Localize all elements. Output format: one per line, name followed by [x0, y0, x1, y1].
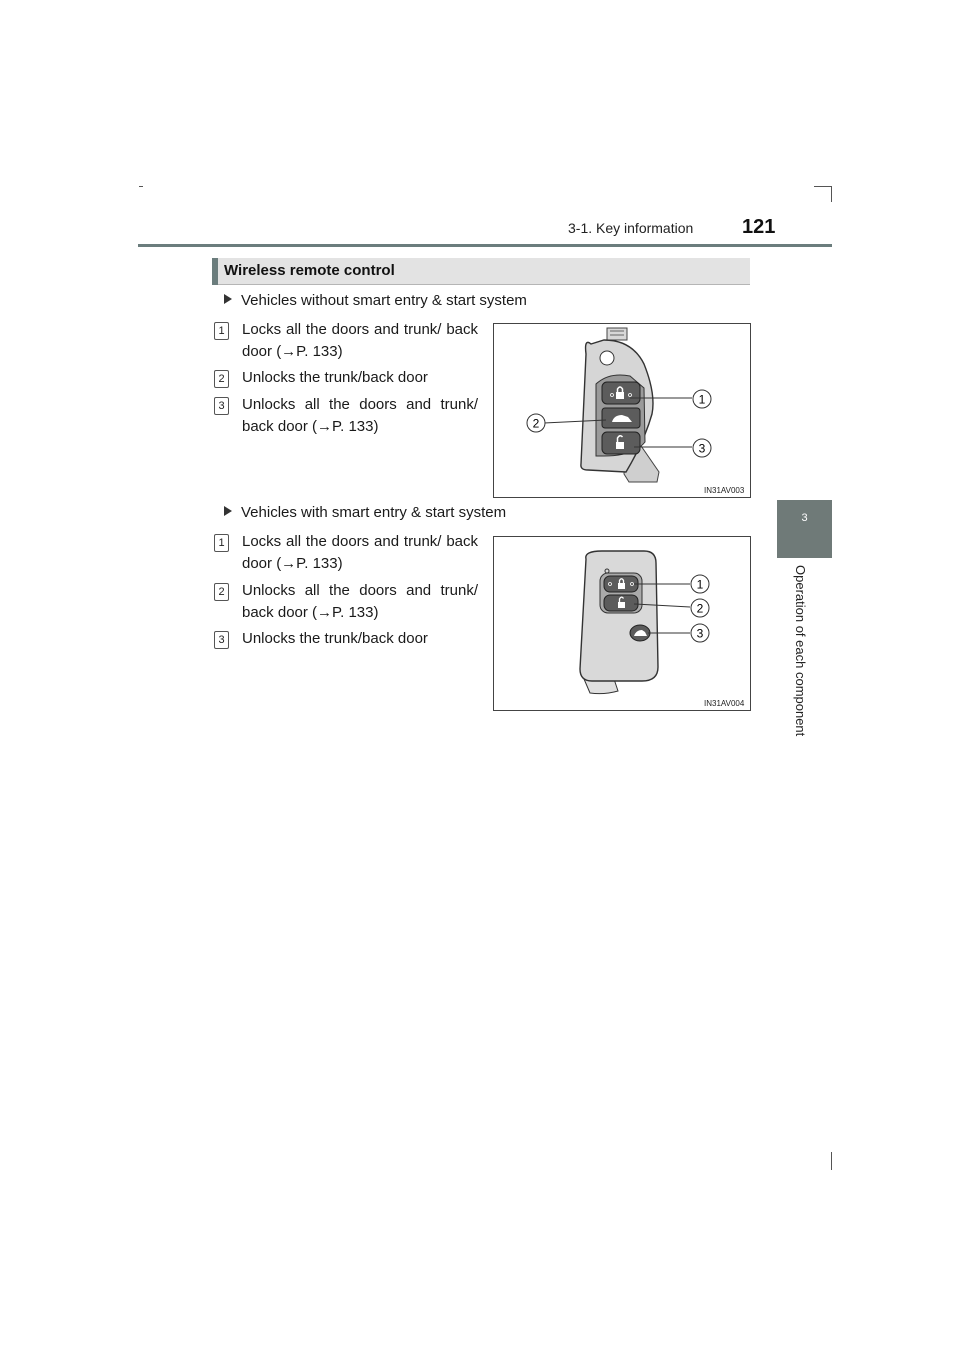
- crop-mark: [831, 1152, 832, 1170]
- callout-2: 2: [532, 416, 540, 431]
- header-rule: [138, 244, 832, 247]
- item-number: 3: [214, 631, 229, 649]
- item-number: 2: [214, 583, 229, 601]
- callout-3: 3: [698, 441, 706, 456]
- chapter-number: 3: [801, 512, 808, 524]
- chapter-tab: [777, 500, 832, 558]
- item-number: 2: [214, 370, 229, 388]
- page-number: 121: [742, 216, 776, 238]
- triangle-bullet-icon: [224, 506, 232, 516]
- triangle-bullet-icon: [224, 294, 232, 304]
- section-title-accent: [212, 258, 218, 285]
- section-title: Wireless remote control: [224, 262, 395, 279]
- block-heading: Vehicles without smart entry & start system: [224, 292, 527, 309]
- callout-1: 1: [696, 577, 704, 592]
- callout-3: 3: [696, 626, 704, 641]
- smart-key-figure: [493, 536, 751, 711]
- figure-code: IN31AV003: [704, 486, 745, 495]
- chapter-title: Operation of each component: [793, 565, 808, 737]
- running-header-section: 3-1. Key information: [568, 220, 694, 236]
- figure-code: IN31AV004: [704, 699, 745, 708]
- item-text: Unlocks the trunk/back door: [242, 630, 428, 647]
- item-number: 3: [214, 397, 229, 415]
- item-number: 1: [214, 534, 229, 552]
- item-text: Unlocks the trunk/back door: [242, 369, 428, 386]
- block-heading: Vehicles with smart entry & start system: [224, 504, 506, 521]
- crop-mark: [814, 186, 832, 187]
- item-text: Locks all the doors and trunk/ back door (→P. 133): [242, 533, 478, 572]
- item-number: 1: [214, 322, 229, 340]
- callout-1: 1: [698, 392, 706, 407]
- flip-key-illustration: [494, 324, 750, 497]
- item-text: Unlocks all the doors and trunk/ back door (→P. 133): [242, 582, 478, 621]
- callout-2: 2: [696, 601, 704, 616]
- smart-key-illustration: [494, 537, 750, 710]
- crop-mark: [139, 186, 143, 187]
- item-text: Locks all the doors and trunk/ back door (→P. 133): [242, 321, 478, 360]
- flip-key-figure: [493, 323, 751, 498]
- crop-mark: [831, 186, 832, 202]
- item-text: Unlocks all the doors and trunk/ back door (→P. 133): [242, 396, 478, 435]
